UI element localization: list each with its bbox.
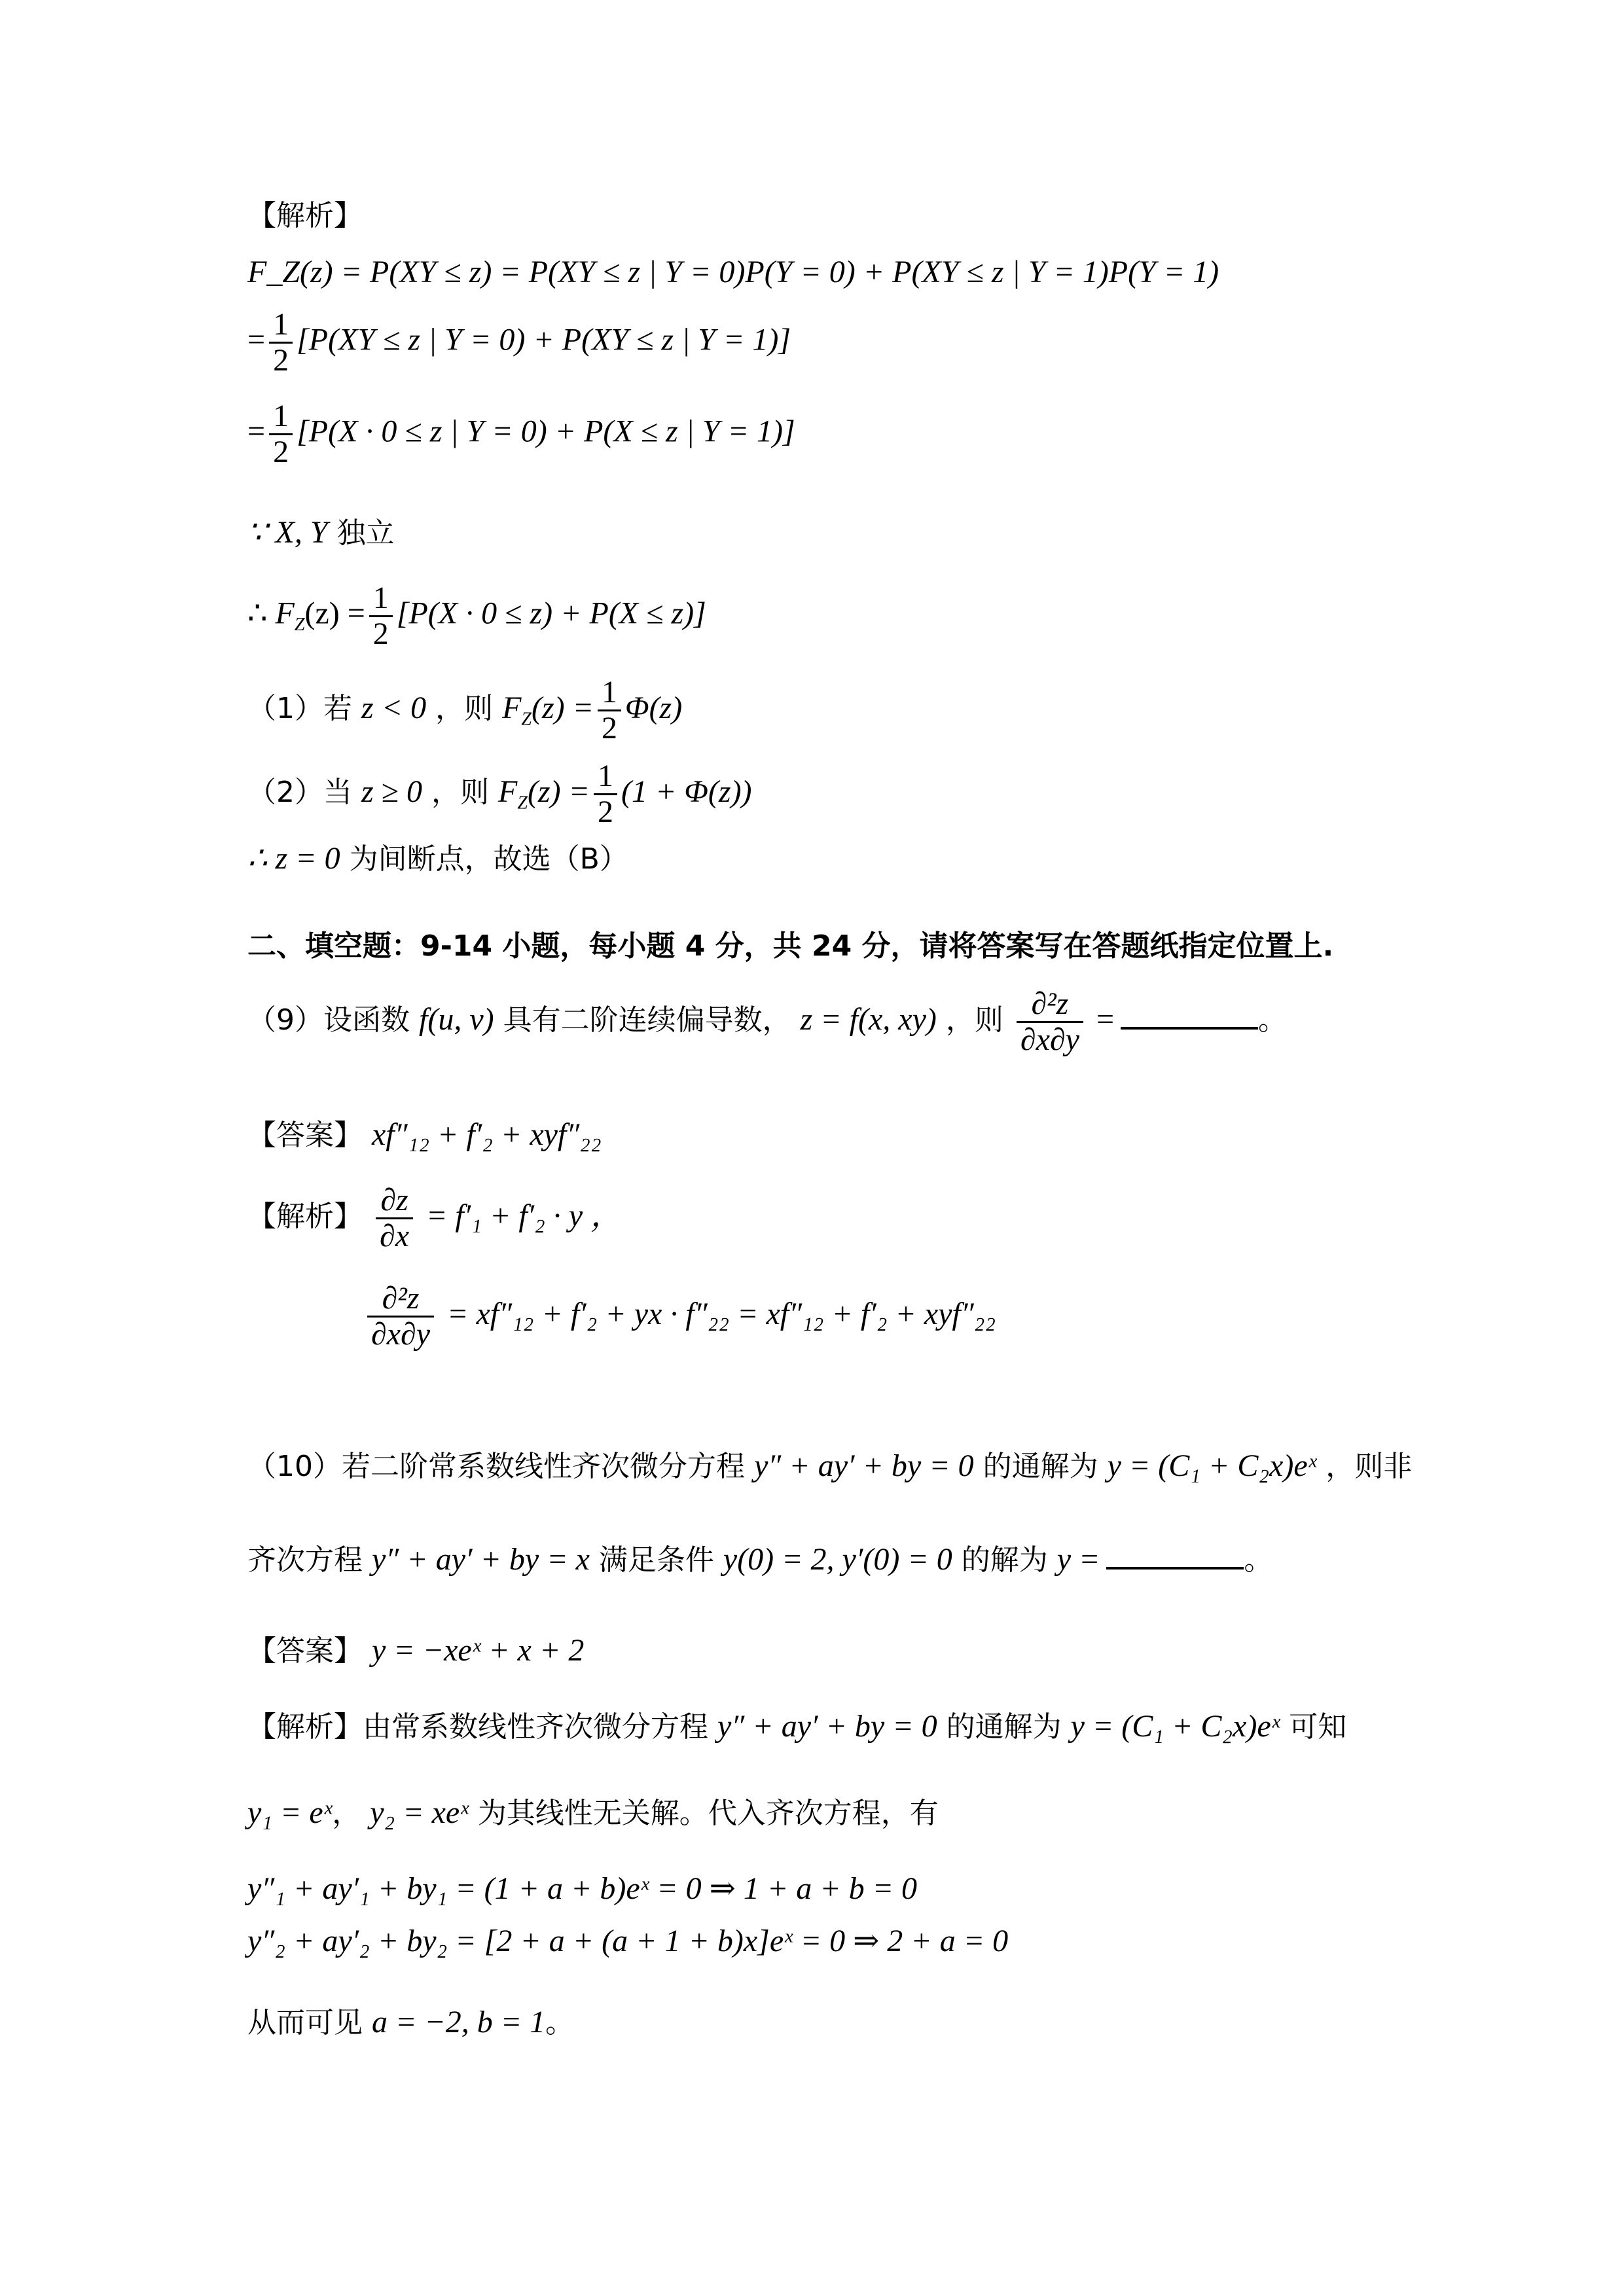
question-10-line-1: （10）若二阶常系数线性齐次微分方程 y″ + ay′ + by = 0 的通解为 y = (C₁ + C₂x)eˣ ，则非 [247, 1448, 1413, 1483]
conclusion: ∴ z = 0 为间断点，故选（B） [247, 841, 628, 876]
answer-blank [1121, 1001, 1258, 1030]
equation-therefore-fz: ∴ $F_Z(z)$ = $\frac{1}{2}$ [P(X · 0 ≤ z) + P(X ≤ z)] [247, 581, 706, 651]
fraction-half: $\frac{1}{2}$ [369, 581, 393, 651]
fraction-half: $\frac{1}{2}$ [269, 308, 293, 378]
equation-half-bracket-1: = $\frac{1}{2}$ [P(XY ≤ z | Y = 0) + P(XY ≤ z | Y = 1)] [247, 307, 791, 378]
question-9-solution-step-1: 【解析】 $\frac{\partial z}{\partial x}$ = f′₁ + f′₂ · y ， [247, 1183, 623, 1253]
question-10-solution-eq-2: y″₂ + ay′₂ + by₂ = [2 + a + (a + 1 + b)x]eˣ = 0 ⇒ 2 + a = 0 [247, 1924, 1009, 1958]
question-10-line-2: 齐次方程 y″ + ay′ + by = x 满足条件 y(0) = 2, y′(0) = 0 的解为 y = 。 [247, 1542, 1273, 1577]
question-10-solution-eq-1: y″₁ + ay′₁ + by₁ = (1 + a + b)eˣ = 0 ⇒ 1 + a + b = 0 [247, 1871, 918, 1906]
fraction-half: $\frac{1}{2}$ [594, 759, 617, 829]
answer-blank [1106, 1541, 1244, 1570]
question-9: （9）设函数 f(u, v) 具有二阶连续偏导数， z = f(x, xy) ，则 $\frac{\text{∂²z}}{\partial x\partial y}$ = 。 [247, 986, 1288, 1057]
independence-statement: ∵ X, Y 独立 [247, 515, 395, 550]
fraction-second-partial: $\frac{\text{∂²z}}{\partial x\partial y}$ [1017, 987, 1083, 1057]
fraction-half: $\frac{1}{2}$ [598, 675, 621, 745]
question-9-answer: 【答案】 xf″₁₂ + f′₂ + xyf″₂₂ [247, 1117, 602, 1152]
prev-solution-label: 【解析】 [247, 199, 363, 232]
case-2: （2）当 z ≥ 0 ，则 $F_Z(z)$ = $\frac{1}{2}$ (1 + Φ(z)) [247, 759, 752, 829]
question-10-solution-line-2: y₁ = eˣ， y₂ = xeˣ 为其线性无关解。代入齐次方程，有 [247, 1795, 939, 1830]
fraction-second-partial: $\frac{\text{∂²z}}{\partial x\partial y}$ [367, 1282, 434, 1352]
question-10-answer: 【答案】 y = −xeˣ + x + 2 [247, 1633, 585, 1668]
case-1: （1）若 z < 0 ，则 $F_Z(z)$ = $\frac{1}{2}$ Φ(z) [247, 675, 683, 745]
equation-half-bracket-2: = $\frac{1}{2}$ [P(X · 0 ≤ z | Y = 0) + P(X ≤ z | Y = 1)] [247, 399, 795, 469]
question-10-solution-line-1: 【解析】由常系数线性齐次微分方程 y″ + ay′ + by = 0 的通解为 y = (C₁ + C₂x)eˣ 可知 [247, 1709, 1347, 1744]
question-10-solution-conclusion: 从而可见 a = −2, b = 1。 [247, 2005, 575, 2039]
question-9-solution-step-2: $\frac{\text{∂²z}}{\partial x\partial y}$ = xf″₁₂ + f′₂ + yx · f″₂₂ = xf″₁₂ + f′₂ + xyf″₂₂ [363, 1282, 996, 1352]
equation-fz-expansion: F_Z(z) = P(XY ≤ z) = P(XY ≤ z | Y = 0)P(Y = 0) + P(XY ≤ z | Y = 1)P(Y = 1) [247, 255, 1219, 289]
fraction-partial-z-x: $\frac{\partial z}{\partial x}$ [376, 1183, 413, 1253]
fraction-half: $\frac{1}{2}$ [269, 399, 293, 469]
section-header-fill-in: 二、填空题：9-14 小题，每小题 4 分，共 24 分，请将答案写在答题纸指定位置上. [247, 929, 1334, 963]
